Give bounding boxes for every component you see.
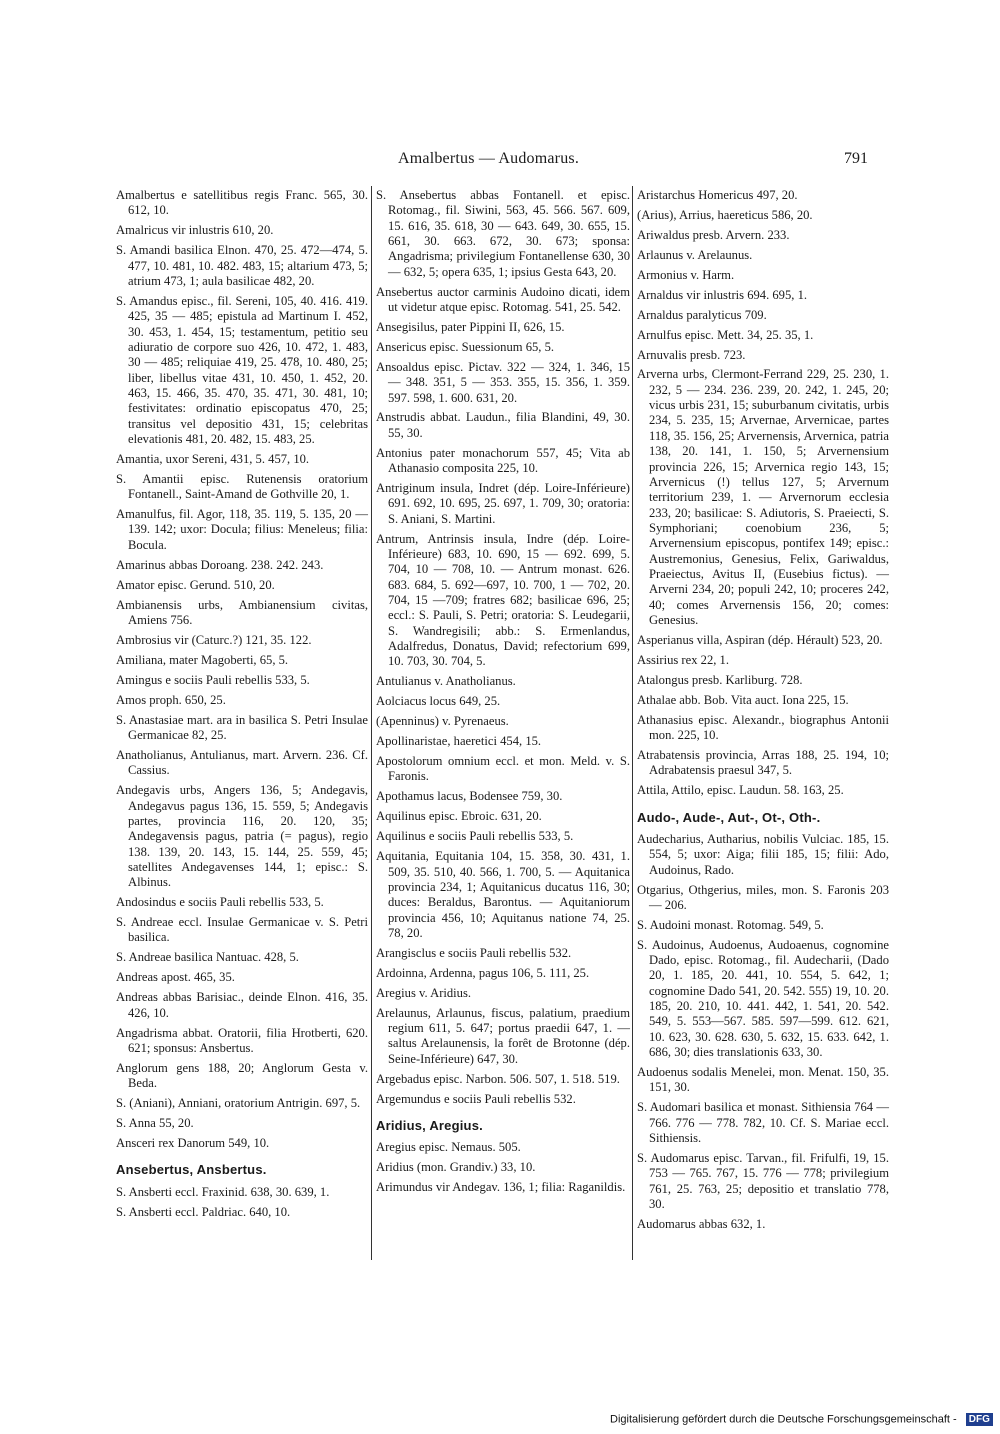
index-entry: Apollinaristae, haeretici 454, 15. — [376, 734, 542, 749]
index-entry: S. Andreae basilica Nantuac. 428, 5. — [116, 950, 299, 965]
index-entry: Antrum, Antrinsis insula, Indre (dép. Loire-Inférieure) 683, 10. 690, 15 — 692. 699, 5. 704, 10 — 708, 10. — Antrum monast. 626. 683. 684, 5. 692—697, 10. 700, 1 — 702, 20. 704, 15 —709; fratres 682; basilicae 696, 25; eccl.: S. Pauli, S. Petri; oratoria: S. Leudegarii, S. Wandregisili; abb.: S. Ermenlandus, Adalfredus, Donatus, David; refectorium 699, 10. 703, 30. 704, 5. — [376, 531, 630, 669]
index-entry: Athalae abb. Bob. Vita auct. Iona 225, 15. — [637, 692, 849, 707]
index-entry: Asperianus villa, Aspiran (dép. Hérault) 523, 20. — [637, 632, 883, 647]
column-divider — [371, 186, 372, 1260]
index-entry: Aquilinus e sociis Pauli rebellis 533, 5. — [376, 829, 574, 844]
index-entry: Ansericus episc. Suessionum 65, 5. — [376, 339, 555, 354]
running-head: Amalbertus — Audomarus. — [398, 150, 580, 167]
section-heading: Aridius, Aregius. — [376, 1117, 483, 1133]
index-entry: Angadrisma abbat. Oratorii, filia Hrotberti, 620. 621; sponsus: Ansbertus. — [116, 1025, 368, 1055]
index-entry: S. Ansberti eccl. Fraxinid. 638, 30. 639, 1. — [116, 1184, 330, 1199]
index-entry: Argemundus e sociis Pauli rebellis 532. — [376, 1091, 576, 1106]
index-entry: S. Amandus episc., fil. Sereni, 105, 40. 416. 419. 425, 35 — 485; epistula ad Martinum I. 452, 30. 453, 1. 454, 15; testamentum, petitio seu adiuratio de corpore suo 426, 10. 472, 1. 483, 30 — 485; reliquiae 419, 25. 478, 10. 480, 25; liber, libellus vitae 431, 10. 450, 1. 452, 20. 463, 15. 466, 35. 470, 35. 471, 30. 481, 10; festivitates: ordinatio episcopatus 470, 25; transitus vel depositio 431, 15; celebritas elevationis 481, 20. 482, 15. 483, 25. — [116, 293, 368, 446]
index-entry: Ansoaldus episc. Pictav. 322 — 324, 1. 346, 15 — 348. 351, 5 — 353. 355, 15. 356, 1. 359. 597. 598, 1. 600. 631, 20. — [376, 359, 630, 405]
index-entry: Aquilinus episc. Ebroic. 631, 20. — [376, 809, 542, 824]
index-entry: Amalricus vir inlustris 610, 20. — [116, 223, 274, 238]
index-entry: Aolciacus locus 649, 25. — [376, 694, 501, 709]
index-entry: Antonius pater monachorum 557, 45; Vita ab Athanasio composita 225, 10. — [376, 445, 630, 476]
index-entry: (Apenninus) v. Pyrenaeus. — [376, 714, 509, 729]
index-entry: Anstrudis abbat. Laudun., filia Blandini, 49, 30. 55, 30. — [376, 410, 630, 440]
index-entry: Anglorum gens 188, 20; Anglorum Gesta v. Beda. — [116, 1060, 368, 1091]
index-entry: Audecharius, Autharius, nobilis Vulciac. 185, 15. 554, 5; uxor: Aiga; filii 185, 15; filii: Ado, Audoinus, Rado. — [637, 831, 889, 877]
index-entry: Armonius v. Harm. — [637, 267, 735, 282]
index-entry: S. (Aniani), Anniani, oratorium Antrigin. 697, 5. — [116, 1096, 361, 1111]
index-entry: Amalbertus e satellitibus regis Franc. 565, 30. 612, 10. — [116, 188, 368, 218]
index-column-1 — [116, 188, 368, 1225]
index-entry: Otgarius, Othgerius, miles, mon. S. Faronis 203 — 206. — [637, 882, 889, 912]
section-heading: Ansebertus, Ansbertus. — [116, 1162, 267, 1178]
index-entry: Aregius episc. Nemaus. 505. — [376, 1140, 521, 1155]
index-entry: Andreas apost. 465, 35. — [116, 970, 235, 985]
index-entry: Amarinus abbas Doroang. 238. 242. 243. — [116, 557, 324, 572]
page-number: 791 — [844, 150, 868, 167]
dfg-logo: DFG — [966, 1413, 993, 1426]
section-heading: Audo-, Aude-, Aut-, Ot-, Oth-. — [637, 809, 821, 825]
index-entry: S. Andreae eccl. Insulae Germanicae v. S. Petri basilica. — [116, 915, 368, 945]
index-entry: Aregius v. Aridius. — [376, 985, 472, 1000]
index-entry: Arnulfus episc. Mett. 34, 25. 35, 1. — [637, 327, 814, 342]
index-entry: Arangisclus e sociis Pauli rebellis 532. — [376, 945, 572, 960]
index-entry: Andegavis urbs, Angers 136, 5; Andegavis, Andegavus pagus 136, 15. 559, 5; Andegavis partes, provincia 116, 20. 120, 35; Andegavensis pagus, patria (= pagus), regio 138. 139, 20. 143, 15. 144, 25. 559, 45; satellites Andegavenses 144, 1; episc.: S. Albinus. — [116, 783, 368, 890]
index-entry: Amingus e sociis Pauli rebellis 533, 5. — [116, 672, 310, 687]
index-entry: Apostolorum omnium eccl. et mon. Meld. v. S. Faronis. — [376, 754, 630, 784]
index-entry: Amantia, uxor Sereni, 431, 5. 457, 10. — [116, 451, 310, 466]
index-entry: Audoenus sodalis Menelei, mon. Menat. 150, 35. 151, 30. — [637, 1065, 889, 1095]
index-entry: S. Ansberti eccl. Paldriac. 640, 10. — [116, 1204, 291, 1219]
index-entry: Arlaunus v. Arelaunus. — [637, 247, 753, 262]
index-entry: Atalongus presb. Karliburg. 728. — [637, 672, 803, 687]
index-entry: Audomarus abbas 632, 1. — [637, 1216, 766, 1231]
index-entry: Attila, Attilo, episc. Laudun. 58. 163, 25. — [637, 783, 844, 798]
index-entry: Assirius rex 22, 1. — [637, 652, 729, 667]
index-entry: S. Amandi basilica Elnon. 470, 25. 472—474, 5. 477, 10. 481, 10. 482. 483, 15; altarium 473, 5; atrium 473, 1; aula basilicae 482, 20. — [116, 243, 368, 288]
index-entry: Amator episc. Gerund. 510, 20. — [116, 577, 275, 592]
index-entry: Arnuvalis presb. 723. — [637, 347, 746, 362]
index-entry: Arimundus vir Andegav. 136, 1; filia: Raganildis. — [376, 1180, 626, 1195]
index-entry: Ardoinna, Ardenna, pagus 106, 5. 111, 25. — [376, 965, 590, 980]
index-entry: Ambrosius vir (Caturc.?) 121, 35. 122. — [116, 632, 312, 647]
index-entry: Aquitania, Equitania 104, 15. 358, 30. 431, 1. 509, 35. 510, 40. 566, 1. 700, 5. — Aquitanica provincia 234, 1; Aquitanicus ducatus 116, 30; duces: Beraldus, Barontus. — Aquitaniorum provincia 456, 10; Aquitanus natione 74, 25. 78, 20. — [376, 849, 630, 940]
index-entry: Anatholianus, Antulianus, mart. Arvern. 236. Cf. Cassius. — [116, 747, 368, 778]
index-entry: Athanasius episc. Alexandr., biographus Antonii mon. 225, 10. — [637, 712, 889, 742]
index-entry: Antulianus v. Anatholianus. — [376, 674, 516, 689]
index-entry: Arnaldus paralyticus 709. — [637, 307, 767, 322]
index-entry: S. Ansebertus abbas Fontanell. et episc. Rotomag., fil. Siwini, 563, 45. 566. 567. 609, 15. 616, 35. 618, 30 — 643. 649, 30. 655, 15. 661, 30. 663. 672, 30. 673; sponsa: Angadrisma; privilegium Fontanellense 630, 30 — 632, 5; opera 635, 1; ipsius Gesta 643, 20. — [376, 188, 630, 279]
index-entry: Ansceri rex Danorum 549, 10. — [116, 1136, 270, 1150]
index-entry: (Arius), Arrius, haereticus 586, 20. — [637, 207, 813, 222]
index-entry: S. Audomarus episc. Tarvan., fil. Frifulfi, 19, 15. 753 — 765. 767, 15. 776 — 778; privilegium 761, 25. 763, 25; depositio et translatio 778, 30. — [637, 1150, 889, 1211]
index-entry: Ambianensis urbs, Ambianensium civitas, Amiens 756. — [116, 597, 368, 627]
index-entry: Amanulfus, fil. Agor, 118, 35. 119, 5. 135, 20 — 139. 142; uxor: Docula; filius: Meneleus; filia: Bocula. — [116, 507, 368, 552]
index-entry: Arverna urbs, Clermont-Ferrand 229, 25. 230, 1. 232, 5 — 234. 236. 239, 20. 242, 1. 245, 20; vicus urbis 231, 15; suburbanum civitatis, urbis 234, 5. 235, 15; Arvernae, Arvernicae, partes 118, 35. 156, 25; Arvernensis, Arvernica, patria 138, 20. 141, 1. 150, 5; Arvernensium provincia 226, 15; Arvernica regio 143, 15; Arvernicus (!) tellus 127, 5; Arvernum territorium 239, 1. — Arvernorum ecclesia 233, 20; basilicae: S. Adiutoris, S. Praeiecti, S. Symphoriani; coenobium 236, 5; Arvernensium episcopus, pontifex 149; episc.: Austremonius, Genesius, Felix, Gariwaldus, Praeiectus, Avitus II, (Eusebius fictus). — Arverni 234, 20; populi 242, 10; proceres 242, 40; comes Arvernensis 156, 20; comes: Genesius. — [637, 367, 889, 627]
index-entry: Atrabatensis provincia, Arras 188, 25. 194, 10; Adrabatensis praesul 347, 5. — [637, 747, 889, 778]
page-header — [0, 150, 1000, 174]
index-entry: Amiliana, mater Magoberti, 65, 5. — [116, 652, 289, 667]
index-entry: S. Audomari basilica et monast. Sithiensia 764 — 766. 776 — 778. 782, 10. Cf. S. Mariae eccl. Sithiensis. — [637, 1100, 889, 1146]
index-entry: S. Anastasiae mart. ara in basilica S. Petri Insulae Germanicae 82, 25. — [116, 712, 368, 742]
index-entry: Aridius (mon. Grandiv.) 33, 10. — [376, 1160, 536, 1175]
column-divider — [632, 186, 633, 1260]
index-entry: Ansegisilus, pater Pippini II, 626, 15. — [376, 319, 565, 334]
index-entry: Ansebertus auctor carminis Audoino dicati, idem ut videtur atque episc. Rotomag. 541, 25. 542. — [376, 284, 630, 314]
index-entry: S. Anna 55, 20. — [116, 1116, 194, 1131]
index-entry: Argebadus episc. Narbon. 506. 507, 1. 518. 519. — [376, 1071, 620, 1086]
index-entry: Arnaldus vir inlustris 694. 695, 1. — [637, 287, 808, 302]
index-column-3 — [637, 188, 889, 1237]
page-footer — [610, 1413, 993, 1426]
index-entry: Aristarchus Homericus 497, 20. — [637, 188, 798, 202]
index-entry: S. Audoini monast. Rotomag. 549, 5. — [637, 917, 824, 932]
index-entry: S. Amantii episc. Rutenensis oratorium Fontanell., Saint-Amand de Gothville 20, 1. — [116, 471, 368, 502]
index-entry: Arelaunus, Arlaunus, fiscus, palatium, praedium regium 611, 5. 647; portus praedii 647, 1. — saltus Arelaunensis, la forêt de Brotonne (dép. Seine-Inférieure) 647, 30. — [376, 1005, 630, 1066]
index-entry: Apothamus lacus, Bodensee 759, 30. — [376, 789, 563, 804]
index-entry: Andreas abbas Barisiac., deinde Elnon. 416, 35. 426, 10. — [116, 990, 368, 1020]
index-entry: Ariwaldus presb. Arvern. 233. — [637, 227, 790, 242]
index-column-2 — [376, 188, 630, 1200]
index-entry: Andosindus e sociis Pauli rebellis 533, 5. — [116, 895, 324, 910]
funding-credit: Digitalisierung gefördert durch die Deutsche Forschungsgemeinschaft - — [610, 1413, 957, 1426]
index-entry: Amos proph. 650, 25. — [116, 692, 226, 707]
index-entry: Antriginum insula, Indret (dép. Loire-Inférieure) 691. 692, 10. 695, 25. 697, 1. 709, 30; oratoria: S. Aniani, S. Martini. — [376, 481, 630, 526]
index-entry: S. Audoinus, Audoenus, Audoaenus, cognomine Dado, episc. Rotomag., fil. Audecharii, (Dado 20, 1. 185, 20. 441, 10. 554, 5. 642, 1; cognomine Dado 541, 20. 542. 555) 19, 10. 20. 185, 20. 210, 10. 441. 442, 1. 541, 20. 542. 549, 5. 553—567. 585. 597—599. 612. 621, 10. 623, 30. 628. 630, 5. 632, 15. 633. 642, 1. 686, 30; dies translationis 633, 30. — [637, 937, 889, 1060]
